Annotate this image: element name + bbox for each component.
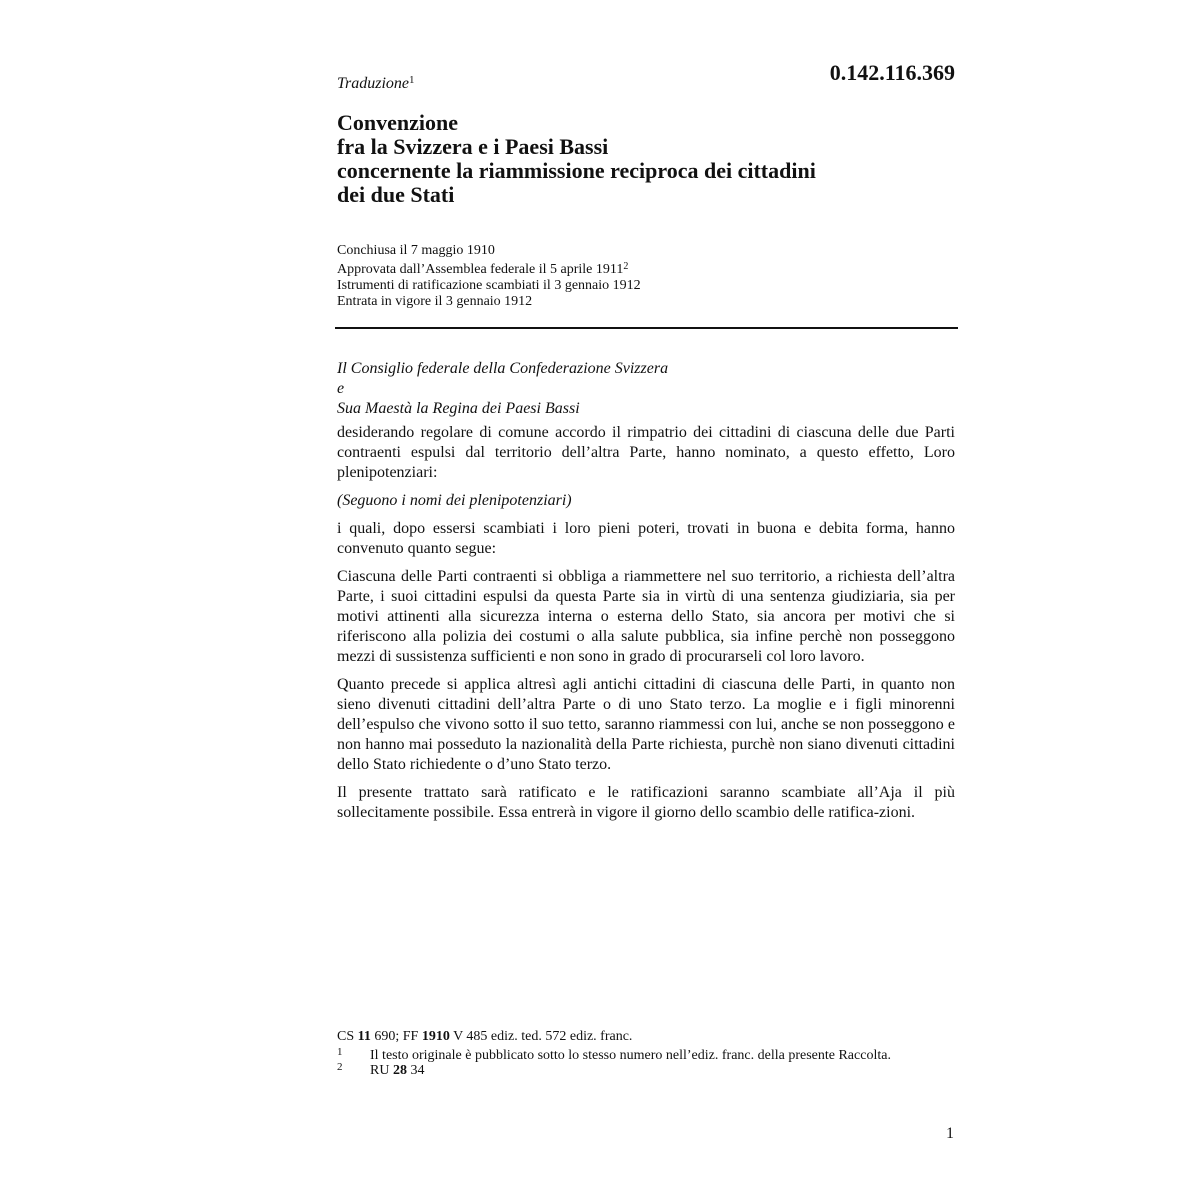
title-line-3: concernente la riammissione reciproca dei cittadini	[337, 158, 816, 183]
footnote-ref-2[interactable]: 2	[623, 261, 629, 272]
cs-label: CS	[337, 1029, 355, 1044]
footnote-1	[337, 1048, 957, 1063]
ru-label: RU	[370, 1063, 390, 1078]
article-paragraph-2: Quanto precede si applica altresì agli antichi cittadini di ciascuna delle Parti, in quanto non sieno divenuti cittadini dell’altra Parte o di uno Stato terzo. La moglie e i figli minorenni dell’espulso che vivono sotto il suo tetto, saranno riammessi con lui, anche se non posseggono e non hanno mai posseduto la nazionalità della Parte richiesta, purchè non siano divenuti cittadini dello Stato richiedente o d’uno Stato terzo.	[337, 676, 955, 773]
plenipotentiaries-note: (Seguono i nomi dei plenipotenziari)	[337, 492, 572, 509]
translation-label	[337, 74, 415, 93]
entry-into-force-date: Entrata in vigore il 3 gennaio 1912	[337, 294, 533, 309]
article-paragraph-1: Ciascuna delle Parti contraenti si obbliga a riammettere nel suo territorio, a richiesta dell’altra Parte, i suoi cittadini espulsi da questa Parte sia in virtù di una sentenza giudiziaria, sia per motivi attinenti alla sicurezza interna o esterna dello Stato, sia ancora per motivi che si riferiscono alla polizia dei costumi o alla salute pubblica, sia infine perchè non posseggono mezzi di sussistenza sufficienti e non sono in grado di procurarseli col loro lavoro.	[337, 568, 955, 665]
concluded-date: Conchiusa il 7 maggio 1910	[337, 243, 495, 258]
ru-volume: 28	[392, 1063, 407, 1078]
document-title	[337, 111, 957, 207]
footnote-2	[337, 1063, 957, 1078]
document-body	[337, 359, 955, 823]
article-paragraph-3: Il presente trattato sarà ratificato e le ratificazioni saranno scambiate all’Aja il più sollecitamente possibile. Essa entrerà in vigore il giorno dello scambio delle ratifica-zioni.	[337, 784, 955, 821]
preamble-party-1: Il Consiglio federale della Confederazione Svizzera	[337, 360, 669, 377]
sr-number: 0.142.116.369	[829, 60, 955, 85]
ru-page: 34	[410, 1063, 425, 1078]
ff-year: 1910	[421, 1029, 450, 1044]
approved-date	[337, 259, 641, 278]
preamble-party-2: Sua Maestà la Regina dei Paesi Bassi	[337, 400, 580, 417]
approved-text: Approvata dall’Assemblea federale il 5 aprile 1911	[337, 262, 624, 277]
page-number: 1	[946, 1125, 954, 1142]
ratification-date: Istrumenti di ratificazione scambiati il 3 gennaio 1912	[337, 278, 641, 293]
header-divider	[335, 327, 958, 329]
title-line-4: dei due Stati	[337, 182, 455, 207]
ff-rest: V 485 ediz. ted. 572 ediz. franc.	[453, 1029, 633, 1044]
footnote-1-number: 1	[337, 1046, 343, 1058]
source-reference	[337, 1029, 957, 1044]
footnote-ref-1[interactable]: 1	[409, 74, 415, 86]
title-line-1: Convenzione	[337, 110, 458, 135]
title-line-2: fra la Svizzera e i Paesi Bassi	[337, 134, 609, 159]
treaty-metadata	[337, 243, 641, 310]
cs-page: 690; FF	[374, 1029, 419, 1044]
footnotes	[337, 1029, 957, 1078]
preamble-conjunction: e	[337, 380, 345, 397]
cs-volume: 11	[357, 1029, 371, 1044]
preamble-agreed: i quali, dopo essersi scambiati i loro pieni poteri, trovati in buona e debita forma, hanno convenuto quanto segue:	[337, 520, 955, 557]
footnote-1-text: Il testo originale è pubblicato sotto lo stesso numero nell’ediz. franc. della presente Raccolta.	[370, 1048, 891, 1063]
translation-text: Traduzione	[337, 75, 410, 92]
preamble-desiring: desiderando regolare di comune accordo il rimpatrio dei cittadini di ciascuna delle due Parti contraenti espulsi dal territorio dell’altra Parte, hanno nominato, a questo effetto, Loro plenipotenziari:	[337, 424, 955, 481]
footnote-2-number: 2	[337, 1061, 343, 1073]
